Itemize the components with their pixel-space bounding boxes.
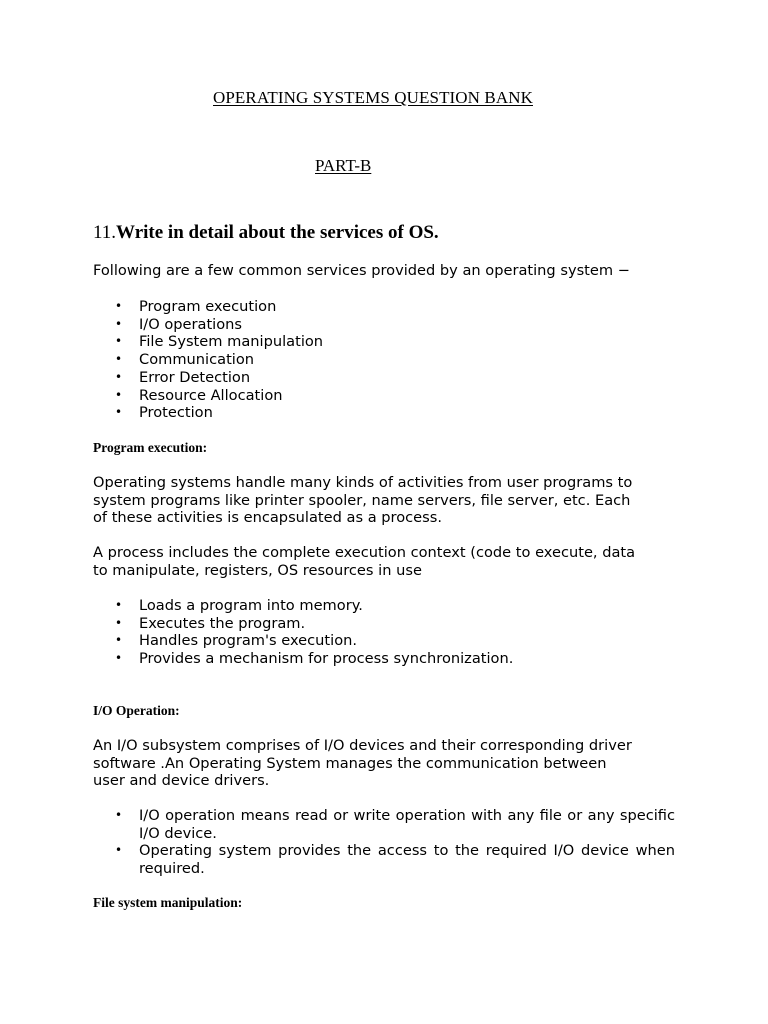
text-line: software .An Operating System manages the communication between xyxy=(93,754,607,772)
text-line: Operating systems handle many kinds of activities from user programs to xyxy=(93,474,633,491)
list-item-text: Resource Allocation xyxy=(139,386,283,404)
bullet-icon: • xyxy=(115,334,123,349)
services-list xyxy=(93,298,675,422)
bullet-icon: • xyxy=(115,615,123,630)
list-item xyxy=(93,369,675,387)
io-operation-heading: I/O Operation: xyxy=(93,703,180,718)
question-heading xyxy=(93,222,439,244)
list-item-text: Operating system provides the access to the required I/O device when required. xyxy=(139,842,675,878)
list-item xyxy=(93,404,675,422)
program-execution-paragraph-2 xyxy=(93,544,675,579)
file-system-heading: File system manipulation: xyxy=(93,895,243,910)
program-execution-list xyxy=(93,597,675,668)
list-item xyxy=(93,351,675,369)
list-item-text: Program execution xyxy=(139,298,277,315)
part-heading: PART-B xyxy=(315,156,372,175)
list-item-text: Communication xyxy=(139,351,255,369)
bullet-icon: • xyxy=(115,369,123,384)
bullet-icon: • xyxy=(115,352,123,367)
list-item-text: Handles program's execution. xyxy=(139,632,358,650)
list-item-text: Protection xyxy=(139,404,213,422)
bullet-icon: • xyxy=(115,387,123,402)
bullet-icon: • xyxy=(115,633,123,648)
list-item xyxy=(93,333,675,351)
bullet-icon: • xyxy=(115,405,123,420)
text-line: system programs like printer spooler, name servers, file server, etc. Each xyxy=(93,491,631,509)
list-item-text: Error Detection xyxy=(139,368,251,386)
io-operation-paragraph xyxy=(93,737,675,790)
program-execution-paragraph-1 xyxy=(93,474,675,527)
list-item-text: Executes the program. xyxy=(139,614,306,632)
list-item-text: Loads a program into memory. xyxy=(139,597,363,614)
list-item-text: I/O operation means read or write operation with any file or any specific I/O device. xyxy=(139,807,675,842)
list-item-text: I/O operations xyxy=(139,315,243,333)
text-line: user and device drivers. xyxy=(93,772,270,790)
list-item xyxy=(93,807,675,842)
list-item xyxy=(93,298,675,316)
list-item xyxy=(93,842,675,877)
bullet-icon: • xyxy=(115,843,123,858)
question-text: Write in detail about the services of OS. xyxy=(116,222,439,243)
io-operation-list xyxy=(93,807,675,878)
question-number: 11. xyxy=(93,222,117,243)
list-item xyxy=(93,615,675,633)
bullet-icon: • xyxy=(115,299,123,313)
list-item xyxy=(93,650,675,668)
text-line: An I/O subsystem comprises of I/O devices and their corresponding driver xyxy=(93,737,632,754)
intro-paragraph: Following are a few common services provided by an operating system − xyxy=(93,262,630,279)
list-item-text: File System manipulation xyxy=(139,333,324,351)
bullet-icon: • xyxy=(115,598,123,612)
list-item xyxy=(93,597,675,615)
list-item xyxy=(93,316,675,334)
text-line: to manipulate, registers, OS resources in use xyxy=(93,561,422,579)
list-item xyxy=(93,387,675,405)
text-line: of these activities is encapsulated as a process. xyxy=(93,509,443,527)
list-item-text: Provides a mechanism for process synchronization. xyxy=(139,650,514,668)
bullet-icon: • xyxy=(115,316,123,331)
text-line: A process includes the complete execution context (code to execute, data xyxy=(93,544,636,561)
bullet-icon: • xyxy=(115,808,123,822)
bullet-icon: • xyxy=(115,651,123,666)
list-item xyxy=(93,632,675,650)
document-title: OPERATING SYSTEMS QUESTION BANK xyxy=(213,88,533,107)
program-execution-heading: Program execution: xyxy=(93,440,208,455)
